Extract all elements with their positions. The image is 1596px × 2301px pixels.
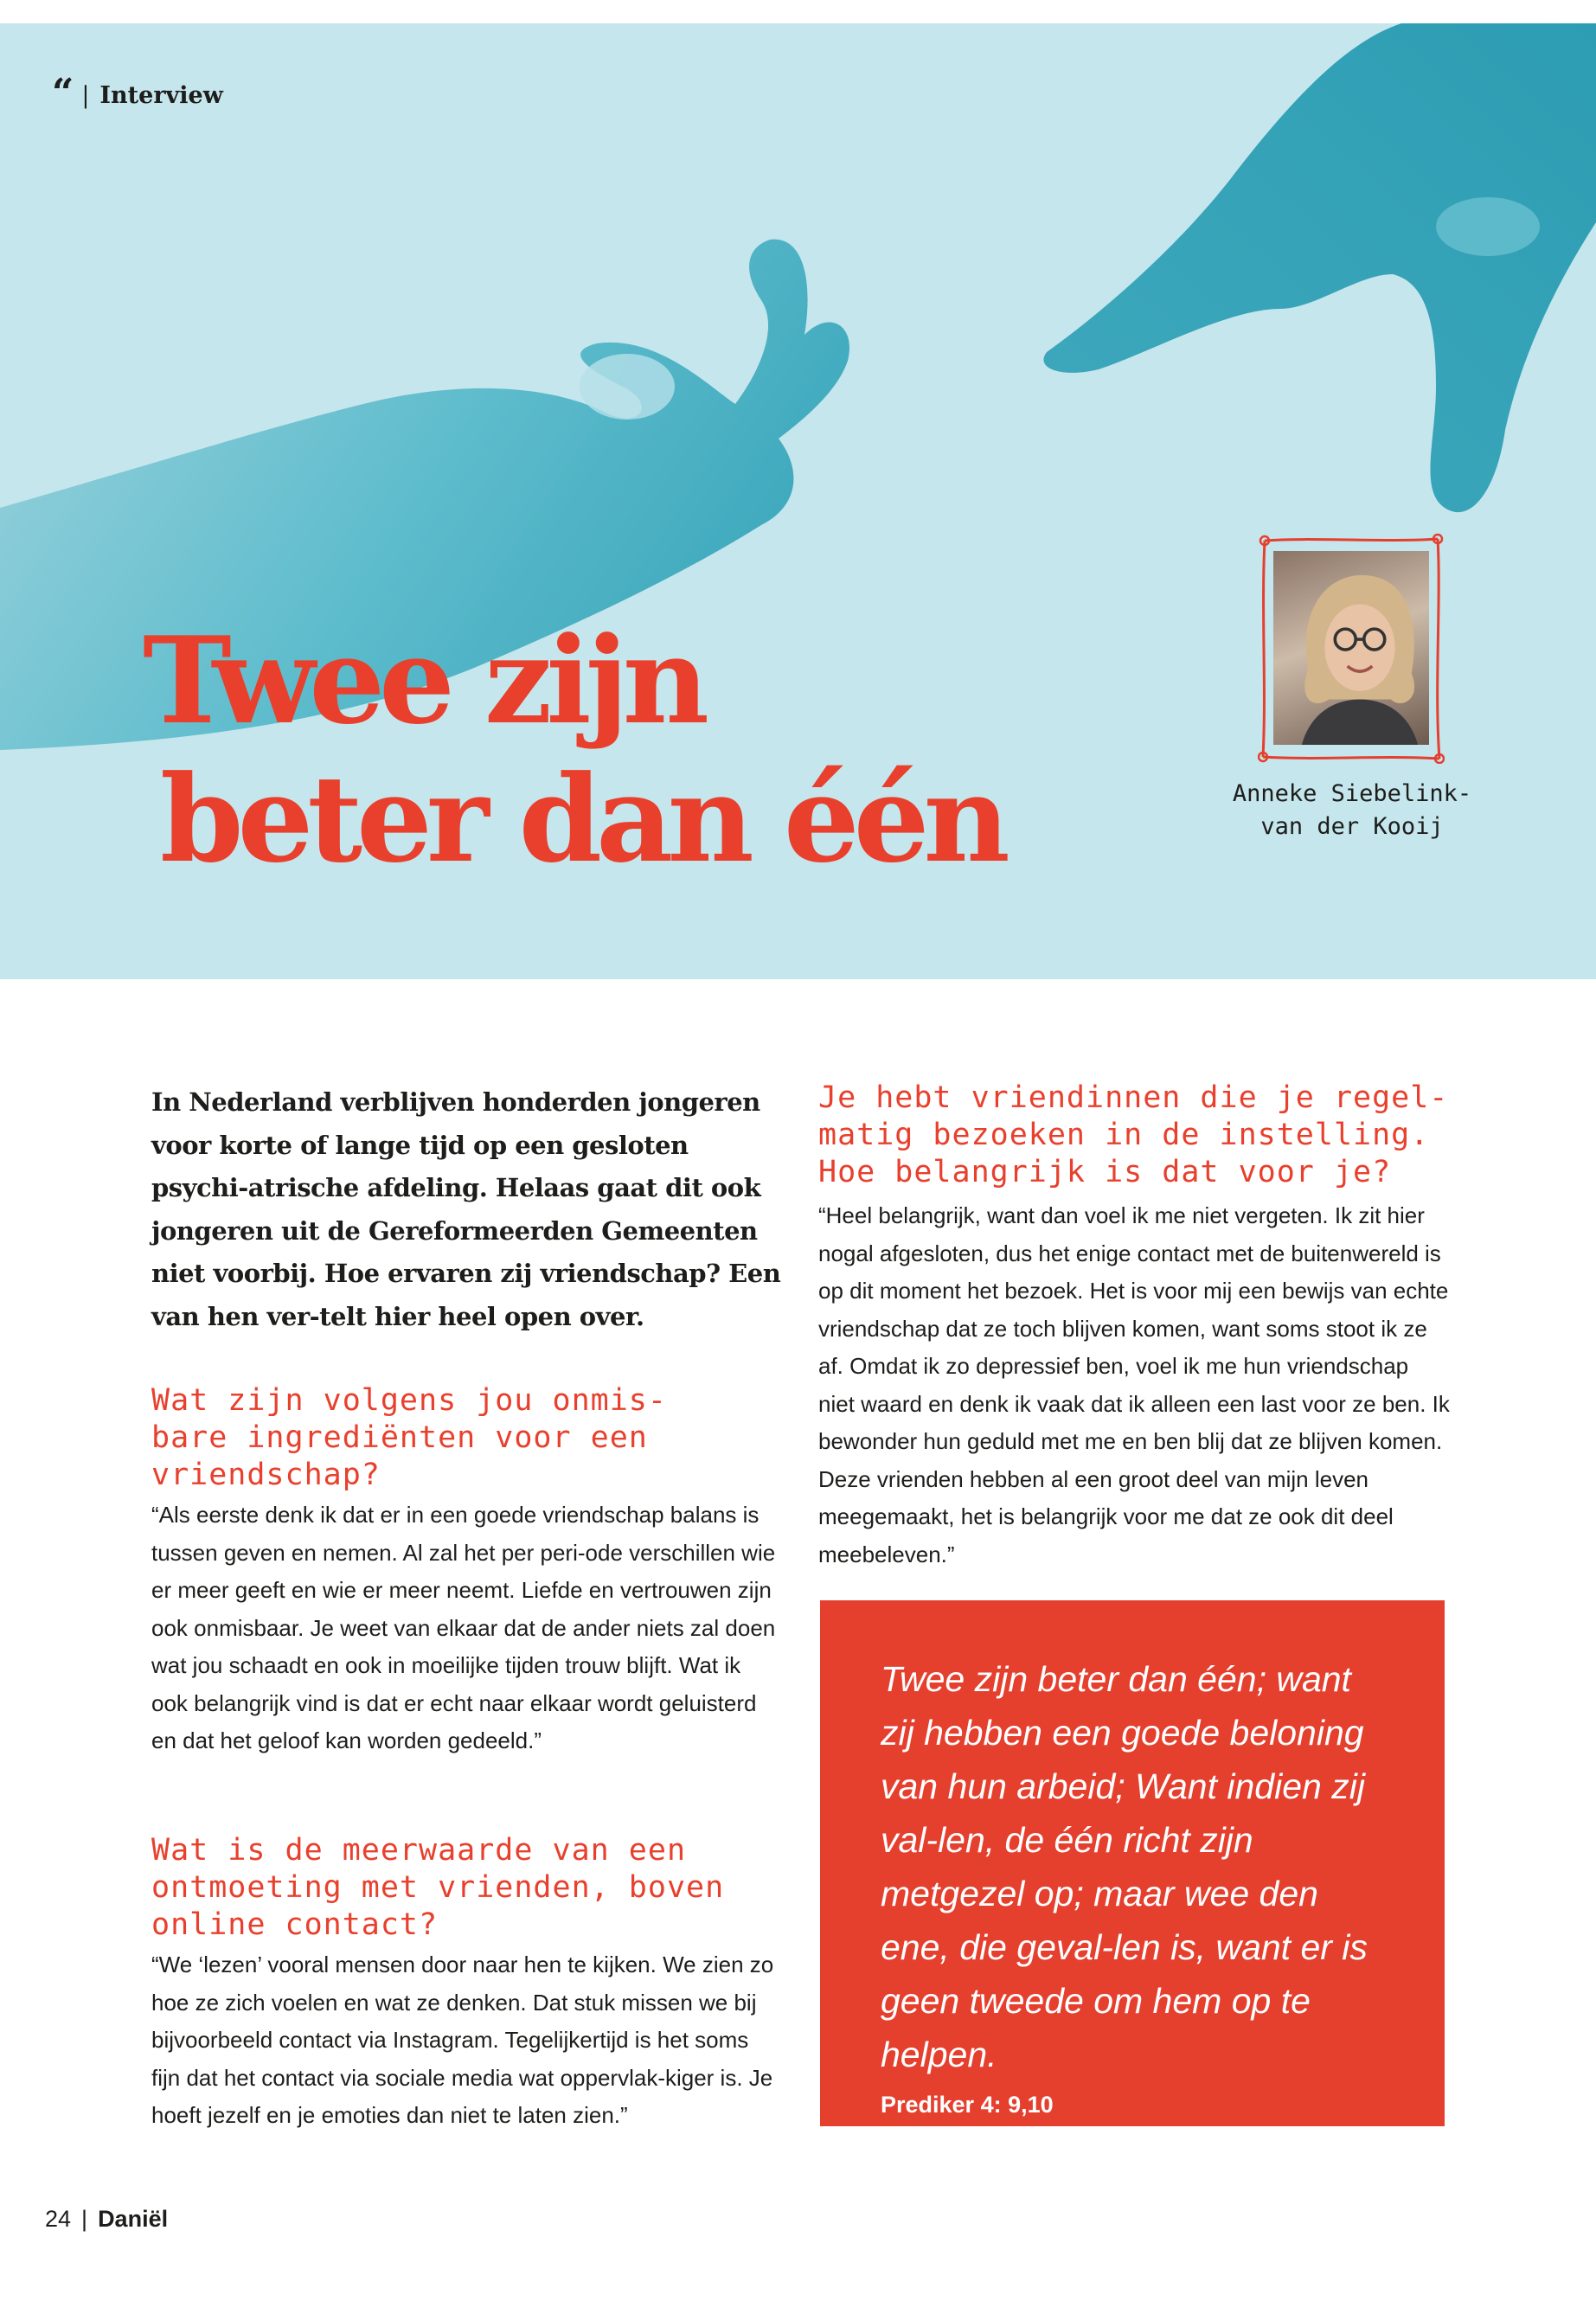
interviewee-portrait bbox=[1273, 551, 1429, 745]
article-intro: In Nederland verblijven honderden jongeren voor korte of lange tijd op een gesloten psychi-atrische afdeling. Helaas gaat dit ook jongeren uit de Gereformeerden Gemeenten niet voorbij. Hoe ervaren zij vriendschap? Een van hen ver-telt hier heel open over. bbox=[151, 1087, 781, 1331]
section-kicker bbox=[52, 70, 223, 115]
interviewee-photo-frame bbox=[1265, 539, 1438, 757]
section-label: Interview bbox=[99, 82, 223, 109]
title-line-1: Twee zijn bbox=[143, 610, 704, 751]
title-line-2: beter dan één bbox=[160, 748, 1004, 889]
question-heading-1: Wat zijn volgens jou onmis-bare ingrediënten voor een vriendschap? bbox=[151, 1383, 667, 1492]
magazine-name: Daniël bbox=[98, 2206, 169, 2232]
article-title bbox=[143, 612, 1004, 888]
kicker-separator: | bbox=[81, 82, 90, 109]
question-heading-3: Je hebt vriendinnen die je regel-matig bezoeken in de instelling. Hoe belangrijk is dat voor je? bbox=[818, 1080, 1449, 1189]
hero-banner bbox=[0, 23, 1596, 979]
quote-mark-icon: “ bbox=[52, 70, 72, 115]
page-footer bbox=[45, 2206, 168, 2233]
person-portrait-icon bbox=[1273, 551, 1429, 745]
bible-pullquote bbox=[820, 1600, 1445, 2126]
answer-3: “Heel belangrijk, want dan voel ik me niet vergeten. Ik zit hier nogal afgesloten, dus het enige contact met de buitenwereld is op dit moment het bezoek. Het is voor mij een bewijs van echte vriendschap dat ze toch blijven komen, want soms stoot ik ze af. Omdat ik zo depressief ben, voel ik me hun vriendschap niet waard en denk ik vaak dat ik alleen een last voor ze ben. Ik bewonder hun geduld met me en ben blij dat ze blijven komen. Deze vrienden hebben al een groot deel van mijn leven meegemaakt, het is belangrijk voor me dat ze ook dit deel meebeleven.” bbox=[818, 1202, 1450, 1567]
interviewee-name: Anneke Siebelink-van der Kooij bbox=[1232, 780, 1472, 840]
answer-1: “Als eerste denk ik dat er in een goede vriendschap balans is tussen geven en nemen. Al zal het per peri-ode verschillen wie er meer geeft en wie er meer neemt. Liefde en vertrouwen zijn ook onmisbaar. Je weet van elkaar dat de ander niets zal doen wat jou schaadt en ook in moeilijke tijden trouw blijft. Wat ik ook belangrijk vind is dat er echt naar elkaar wordt geluisterd en dat het geloof kan worden gedeeld.” bbox=[151, 1502, 776, 1753]
pullquote-reference: Prediker 4: 9,10 bbox=[881, 2092, 1054, 2118]
footer-separator: | bbox=[81, 2206, 88, 2232]
answer-2: “We ‘lezen’ vooral mensen door naar hen te kijken. We zien zo hoe ze zich voelen en wat ze denken. Dat stuk missen we bij bijvoorbeeld contact via Instagram. Tegelijkertijd is het soms fijn dat het contact via sociale media wat oppervlak-kiger is. Je hoeft jezelf en je emoties dan niet te laten zien.” bbox=[151, 1952, 774, 2128]
pullquote-text: Twee zijn beter dan één; want zij hebben een goede beloning van hun arbeid; Want indien zij val-len, de één richt zijn metgezel op; maar wee den ene, die geval-len is, want er is geen tweede om hem op te helpen. bbox=[881, 1659, 1368, 2074]
page-number: 24 bbox=[45, 2206, 72, 2232]
question-heading-2: Wat is de meerwaarde van een ontmoeting met vrienden, boven online contact? bbox=[151, 1833, 725, 1942]
